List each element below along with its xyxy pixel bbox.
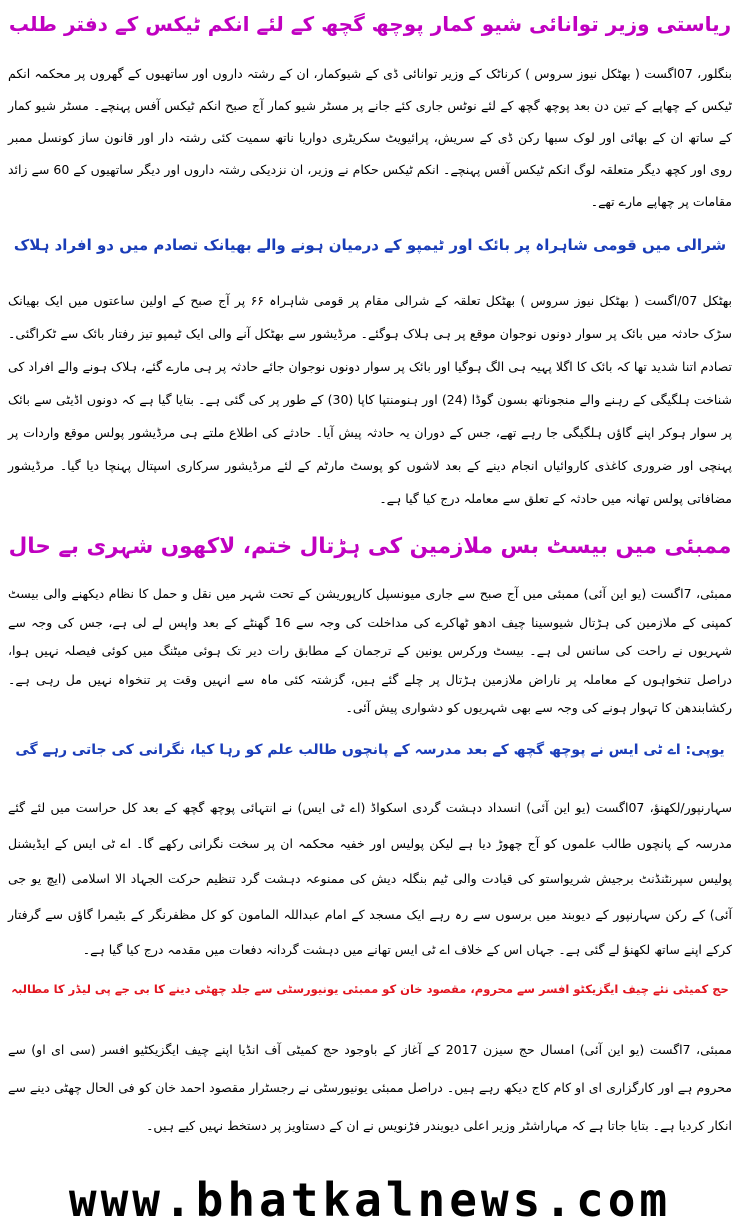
site-url-footer[interactable]: www.bhatkalnews.com	[68, 1173, 672, 1227]
article-body: ممبئی، 7اگست (یو این آئی) ممبئی میں آج صبح سے جاری میونسپل کارپوریشن کے تحت شہر میں نقل و حمل کا نظام دیکھنے والی بیسٹ کمپنی کے ملازمین کی ہڑتال شیوسینا چیف ادھو ٹھاکرے کی مداخلت کی وجہ سے 16 گھنٹے کے بعد واپس لے لی ہے، جس کی وجہ سے شہریوں نے راحت کی سانس لی ہے۔ بیسٹ ورکرس یونین کے ترجمان کے مطابق رات دیر تک ہوئی میٹنگ میں کوئی فیصلہ نہیں ہوا، دراصل تنخواہوں کے معاملہ پر ناراض ملازمین ہڑتال پر چلے گئے ہیں، گزشتہ کئی ماہ سے انہیں وقت پر تنخواہ نہیں مل رہی ہے۔ رکشابندھن کا تہوار ہونے کی وجہ سے بھی شہریوں کو دشواری پیش آئی۔	[8, 586, 732, 715]
article-headline: ممبئی میں بیسٹ بس ملازمین کی ہڑتال ختم، لاکھوں شہری بے حال	[8, 534, 732, 559]
article-headline: حج کمیٹی نئے چیف ایگزیکٹو افسر سے محروم، مقصود خان کو ممبئی یونیورسٹی سے جلد چھٹی دینے کا بی جے پی لیڈر کا مطالبہ	[11, 982, 729, 996]
article-shirali-accident	[0, 222, 740, 520]
article-headline: شرالی میں قومی شاہراہ پر بائک اور ٹیمپو کے درمیان ہونے والے بھیانک تصادم میں دو افراد ہلاک	[13, 236, 727, 254]
article-mumbai-best-strike	[0, 520, 740, 728]
article-body: بنگلور، 07اگست ( بھٹکل نیوز سروس ) کرناٹک کے وزیر توانائی ڈی کے شیوکمار، ان کے رشتہ داروں اور ساتھیوں کے گھروں پر محکمہ انکم ٹیکس کے چھاپے کے تین دن بعد پوچھ گچھ کے لئے نوٹس جاری کئے جانے پر مسٹر شیو کمار آج صبح انکم ٹیکس آفس پہنچے۔ مسٹر شیو کمار کے ساتھ ان کے بھائی اور لوک سبھا رکن ڈی کے سریش، پرائیویٹ سکریٹری دواریا ناتھ سمیت کئی رشتہ دار اور قانون ساز کونسل ممبر روی اور کچھ دیگر متعلقہ لوگ انکم ٹیکس آفس پہنچے۔ انکم ٹیکس حکام نے وزیر، ان نزدیکی رشتہ داروں اور دیگر ساتھیوں کے 60 سے زائد مقامات پر چھاپے مارے تھے۔	[8, 66, 732, 209]
article-headline: یوپی: اے ٹی ایس نے پوچھ گچھ کے بعد مدرسہ کے پانچوں طالب علم کو رہا کیا، نگرانی کی جاتی رہے گی	[15, 742, 725, 758]
article-body: ممبئی، 7اگست (یو این آئی) امسال حج سیزن 2017 کے آغاز کے باوجود حج کمیٹی آف انڈیا اپنے چیف ایگزیکٹیو افسر (سی ای او) سے محروم ہے اور کارگزاری ای او کام کاج دیکھ رہے ہیں۔ دراصل ممبئی یونیورسٹی نے رجسٹرار مقصود احمد خان کو فی الحال چھٹی دینے سے انکار کردیا ہے۔ بتایا جاتا ہے کہ مہاراشٹر وزیر اعلی دیویندر فڑنویس نے ان کے دستاویز پر دستخط نہیں کیے ہیں۔	[8, 1042, 732, 1133]
article-body: سہارنپور/لکھنؤ، 07اگست (یو این آئی) انسداد دہشت گردی اسکواڈ (اے ٹی ایس) نے انتہائی پوچھ گچھ کے بعد کل حراست میں لئے گئے مدرسہ کے پانچوں طالب علموں کو آج چھوڑ دیا ہے لیکن پولیس اور خفیہ محکمہ ان پر سخت نگرانی رکھے گا۔ اے ٹی ایس کے ایڈیشنل پولیس سپرنٹنڈنٹ برجیش شریواستو کی قیادت والی ٹیم بنگلہ دیش کی ممنوعہ دہشت گرد تنظیم حرکت الجہاد الا اسلامی (ایچ یو جی آئی) کے رکن سہارنپور کے دیوبند میں برسوں سے رہ رہے ایک مسجد کے امام عبداللہ المامون کو کل مظفرنگر کے بٹیمرا گاؤں سے گرفتار کرکے اپنے ساتھ لکھنؤ لے گئی ہے۔ جہاں اس کے خلاف اے ٹی ایس تھانے میں دہشت گردانہ دفعات میں مقدمہ درج کیا گیا ہے۔	[8, 800, 732, 957]
article-headline: ریاستی وزیر توانائی شیو کمار پوچھ گچھ کے لئے انکم ٹیکس کے دفتر طلب	[8, 12, 732, 36]
article-up-ats-madrasa	[0, 728, 740, 973]
article-body: بھٹکل 07/اگست ( بھٹکل نیوز سروس ) بھٹکل تعلقہ کے شرالی مقام پر قومی شاہراہ ۶۶ پر آج صبح کے اولین ساعتوں میں ایک بھیانک سڑک حادثہ میں بائک پر سوار دونوں نوجوان موقع پر ہی ہلاک ہوگئے۔ مرڈیشور سے بھٹکل آنے والی ایک ٹیمپو تیز رفتار بائک سے ٹکراگئی۔ تصادم اتنا شدید تھا کہ بائک کا اگلا پہیہ ہی الگ ہوگیا اور بائک پر سوار دونوں نوجوان جائے حادثہ پر ہی مارے گئے، ہلاک ہونے والے افراد کی شناخت ہلگیگی کے رہنے والے منجوناتھ بسون گوڈا (24) اور ہنومنتپا کاپا (30) کے طور پر کی گئی ہے۔ بتایا گیا ہے کہ دونوں اڈیٹی سے بائک پر سوار ہوکر اپنے گاؤں ہلگیگی جا رہے تھے، جس کے دوران یہ حادثہ پیش آیا۔ حادثے کی اطلاع ملتے ہی مرڈیشور پولس موقع واردات پر پہنچی اور ضروری کاغذی کاروائیاں انجام دینے کے بعد لاشوں کو پوسٹ مارٹم کے لئے مرڈیشور سرکاری اسپتال پہنچا دیا گیا۔ مرڈیشور مضافاتی پولس تھانہ میں حادثہ کے تعلق سے معاملہ درج کیا گیا ہے۔	[8, 293, 732, 506]
article-energy-minister	[0, 0, 740, 222]
article-haj-committee	[0, 973, 740, 1173]
